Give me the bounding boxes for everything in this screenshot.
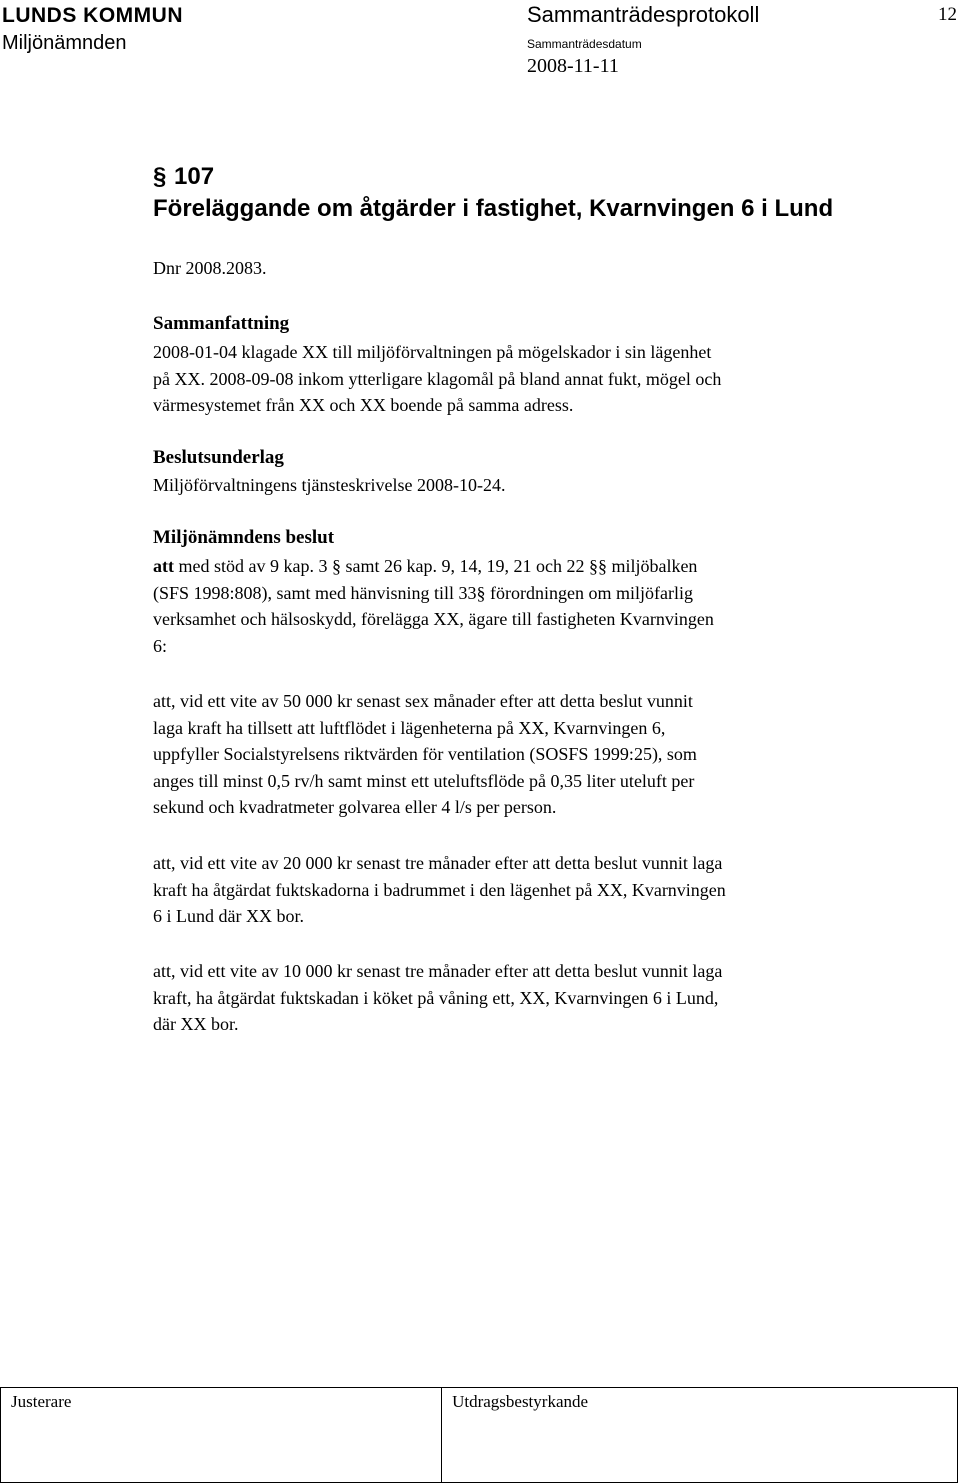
paragraph-line: att, vid ett vite av 20 000 kr senast tre månader efter att detta beslut vunnit laga (153, 853, 723, 873)
decision-intro (153, 553, 913, 659)
decision-basis-line: Miljöförvaltningens tjänsteskrivelse 2008-10-24. (153, 475, 506, 495)
decision-intro-line: (SFS 1998:808), samt med hänvisning till 33§ förordningen om miljöfarlig (153, 582, 693, 603)
summary-line: på XX. 2008-09-08 inkom ytterligare klagomål på bland annat fukt, mögel och (153, 368, 722, 389)
decision-basis-text (153, 472, 913, 499)
paragraph-line: att, vid ett vite av 50 000 kr senast sex månader efter att detta beslut vunnit (153, 691, 693, 711)
att-keyword: att (153, 556, 174, 576)
summary-line: värmesystemet från XX och XX boende på samma adress. (153, 395, 574, 415)
paragraph-line: uppfyller Socialstyrelsens riktvärden för ventilation (SOSFS 1999:25), som (153, 744, 697, 764)
meeting-date-label: Sammanträdesdatum (527, 37, 642, 51)
section-number: 107 (174, 163, 215, 190)
summary-line: 2008-01-04 klagade XX till miljöförvaltningen på mögelskador i sin lägenhet (153, 342, 712, 362)
paragraph-line: att, vid ett vite av 10 000 kr senast tre månader efter att detta beslut vunnit laga (153, 961, 723, 981)
decision-heading: Miljönämndens beslut (153, 527, 335, 548)
paragraph-sign: § (153, 163, 167, 190)
utdragsbestyrkande-label: Utdragsbestyrkande (452, 1392, 589, 1411)
summary-text (153, 339, 913, 419)
paragraph-line: anges till minst 0,5 rv/h samt minst ett uteluftsflöde på 0,35 liter uteluft per (153, 770, 695, 791)
document-type: Sammanträdesprotokoll (527, 2, 760, 27)
utdragsbestyrkande-cell (442, 1388, 957, 1482)
organization-name: LUNDS KOMMUN (2, 4, 183, 27)
department-name: Miljönämnden (2, 32, 127, 54)
decision-paragraph-3 (153, 958, 913, 1038)
decision-intro-line: 6: (153, 635, 168, 656)
decision-intro-rest: med stöd av 9 kap. 3 § samt 26 kap. 9, 14, 19, 21 och 22 §§ miljöbalken (174, 556, 698, 576)
meeting-date: 2008-11-11 (527, 55, 619, 77)
paragraph-line: kraft ha åtgärdat fuktskadorna i badrummet i den lägenhet på XX, Kvarnvingen (153, 879, 726, 900)
signature-footer (0, 1387, 958, 1483)
summary-heading: Sammanfattning (153, 313, 290, 334)
paragraph-line: laga kraft ha tillsett att luftflödet i lägenheterna på XX, Kvarnvingen 6, (153, 717, 666, 738)
paragraph-line: 6 i Lund där XX bor. (153, 906, 304, 926)
decision-intro-line: verksamhet och hälsoskydd, förelägga XX, ägare till fastigheten Kvarnvingen (153, 609, 714, 629)
decision-intro-first-line (153, 553, 913, 580)
decision-basis-heading: Beslutsunderlag (153, 447, 284, 468)
case-number: Dnr 2008.2083. (153, 258, 267, 278)
page-number: 12 (938, 4, 957, 25)
justerare-label: Justerare (11, 1392, 72, 1411)
paragraph-line: kraft, ha åtgärdat fuktskadan i köket på våning ett, XX, Kvarnvingen 6 i Lund, (153, 987, 719, 1008)
paragraph-line: sekund och kvadratmeter golvarea eller 4 l/s per person. (153, 797, 557, 817)
justerare-cell (1, 1388, 442, 1482)
decision-paragraph-1 (153, 688, 913, 821)
paragraph-line: där XX bor. (153, 1014, 239, 1034)
section-title: Föreläggande om åtgärder i fastighet, Kvarnvingen 6 i Lund (153, 195, 834, 222)
decision-paragraph-2 (153, 850, 913, 930)
